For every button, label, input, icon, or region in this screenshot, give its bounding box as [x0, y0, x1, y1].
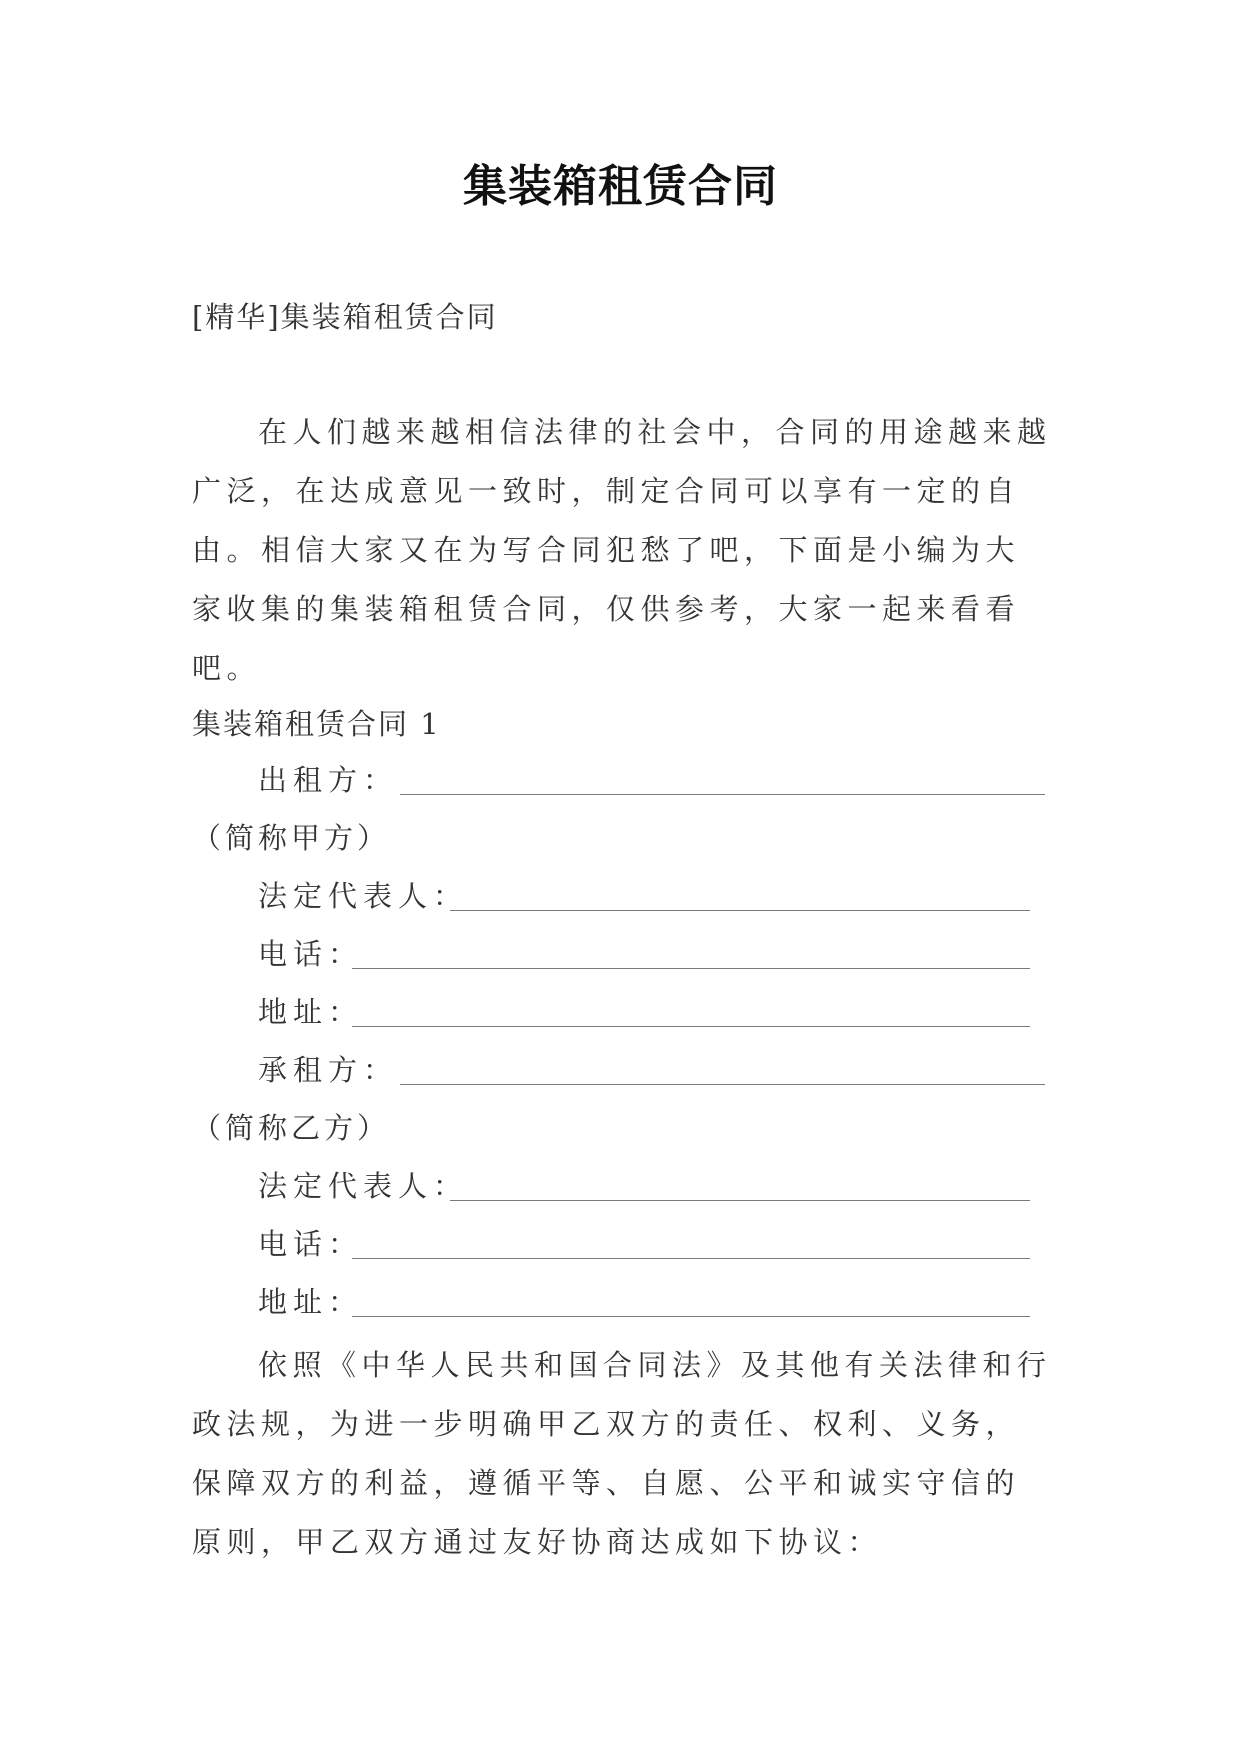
lessee-note: （简称乙方）	[192, 1111, 391, 1145]
intro-paragraph: 在人们越来越相信法律的社会中，合同的用途越来越广泛，在达成意见一致时，制定合同可以享有一定的自由。相信大家又在为写合同犯愁了吧，下面是小编为大家收集的集装箱租赁合同，仅供参考，大家一起来看看吧。	[192, 415, 1052, 685]
lessee-phone-blank-line[interactable]	[352, 1258, 1030, 1259]
lessee-phone-label: 电话：	[258, 1227, 364, 1261]
legal-basis-paragraph: 依照《中华人民共和国合同法》及其他有关法律和行政法规，为进一步明确甲乙双方的责任、权利、义务，保障双方的利益，遵循平等、自愿、公平和诚实守信的原则，甲乙双方通过友好协商达成如下协议：	[192, 1348, 1052, 1559]
lessor-address-blank-line[interactable]	[352, 1026, 1030, 1027]
lessor-phone-field	[258, 934, 363, 974]
lessor-address-label: 地址：	[258, 995, 364, 1029]
section-heading: 集装箱租赁合同 1	[192, 707, 441, 741]
lessee-rep-label: 法定代表人：	[258, 1169, 469, 1203]
lessee-address-blank-line[interactable]	[352, 1316, 1030, 1317]
document-subtitle: [精华]集装箱租赁合同	[192, 300, 498, 334]
lessor-address-field	[258, 992, 363, 1032]
lessor-rep-blank-line[interactable]	[450, 910, 1030, 911]
lessor-blank-line[interactable]	[400, 794, 1045, 795]
lessor-rep-label: 法定代表人：	[258, 879, 469, 913]
lessee-rep-blank-line[interactable]	[450, 1200, 1030, 1201]
lessor-rep-field	[258, 876, 468, 916]
lessor-label: 出租方：	[258, 763, 399, 797]
lessor-phone-blank-line[interactable]	[352, 968, 1030, 969]
lessee-label: 承租方：	[258, 1053, 399, 1087]
lessee-rep-field	[258, 1166, 468, 1206]
lessee-phone-field	[258, 1224, 363, 1264]
lessee-address-field	[258, 1282, 363, 1322]
document-title: 集装箱租赁合同	[463, 161, 778, 212]
lessee-blank-line[interactable]	[400, 1084, 1045, 1085]
lessor-note: （简称甲方）	[192, 821, 391, 855]
lessor-phone-label: 电话：	[258, 937, 364, 971]
lessee-field	[258, 1050, 398, 1090]
lessee-address-label: 地址：	[258, 1285, 364, 1319]
lessor-field	[258, 760, 398, 800]
